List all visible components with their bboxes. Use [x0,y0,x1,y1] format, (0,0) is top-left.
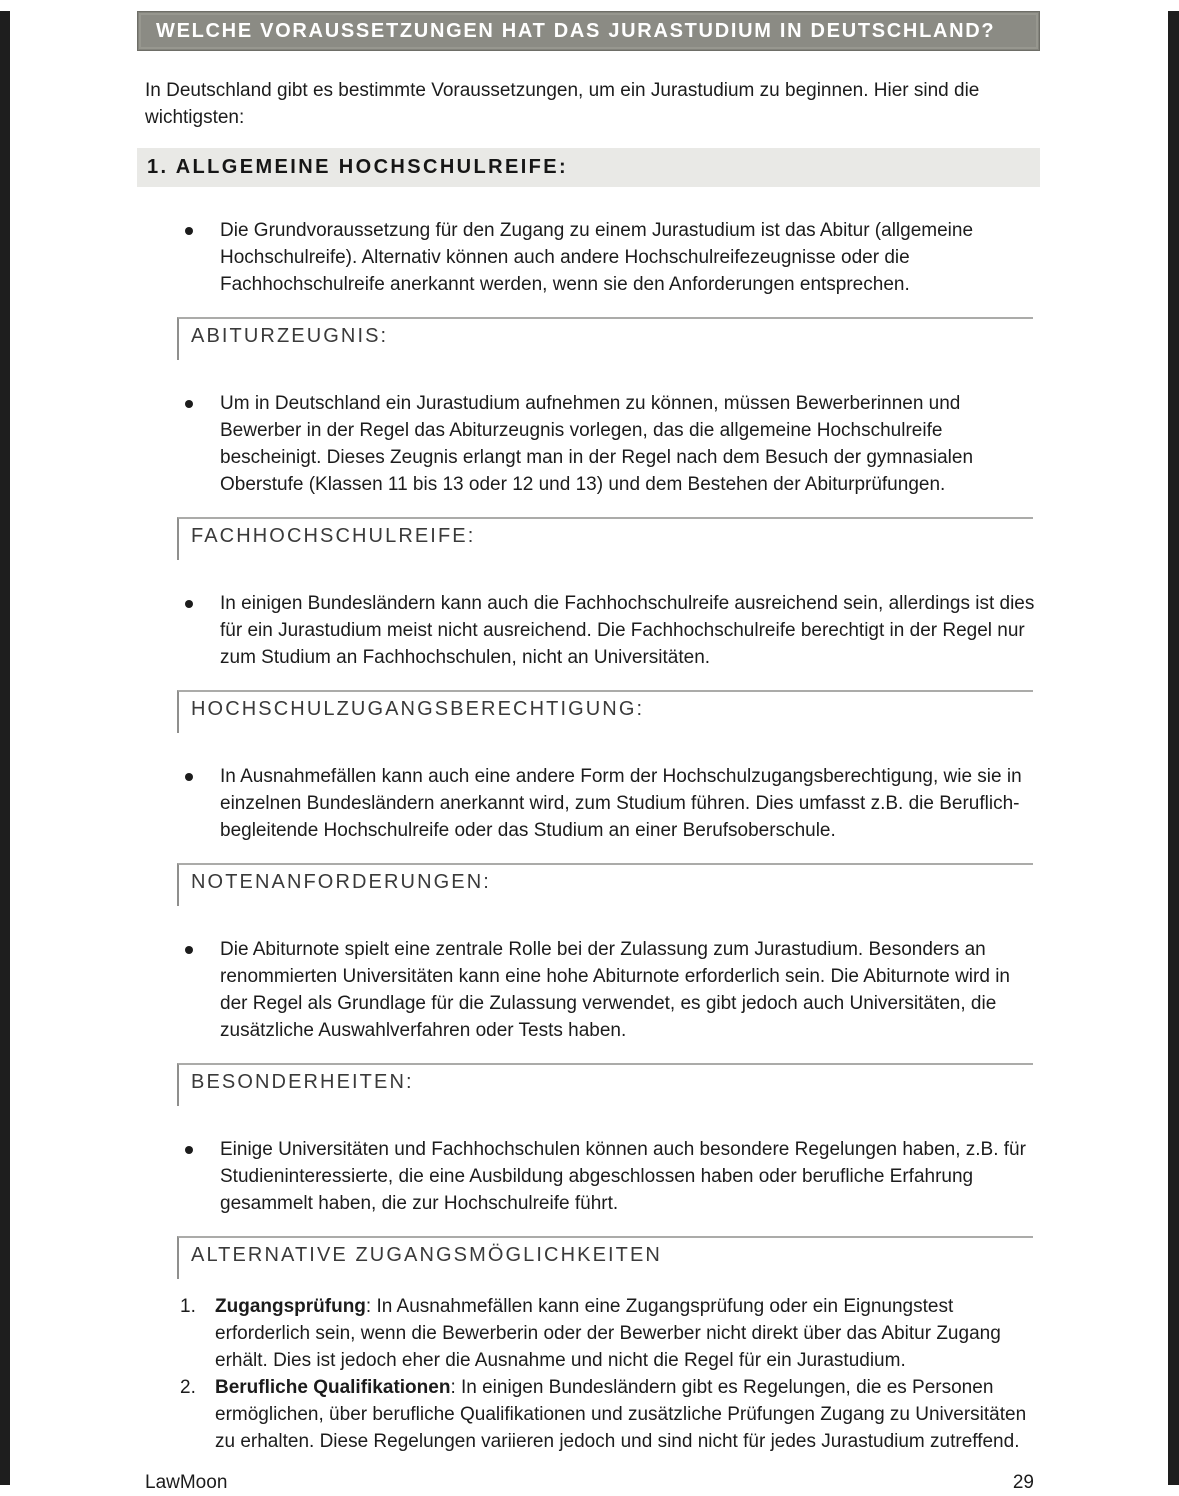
item-number: 1. [180,1296,196,1317]
item-text: : In Ausnahmefällen kann eine Zugangsprüfung oder ein Eignungstest erforderlich sein, wenn die Bewerberin oder der Bewerber nicht direkt über das Abitur Zugang erhält. Dies ist jedoch eher die Ausnahme und nicht die Regel für ein Jurastudium. [215,1296,1001,1371]
document-page [137,11,1040,1496]
bullet-list-fachhochschulreife [137,590,1040,671]
bullet-item: In einigen Bundesländern kann auch die Fachhochschulreife ausreichend sein, allerdings ist dies für ein Jurastudium meist nicht ausreichend. Die Fachhochschulreife berechtigt in der Regel nur zum Studium an Fachhochschulen, nicht an Universitäten. [137,590,1040,671]
bullet-list-besonderheiten [137,1136,1040,1217]
page-title: WELCHE VORAUSSETZUNGEN HAT DAS JURASTUDIUM IN DEUTSCHLAND? [156,19,996,42]
section-heading-allgemeine-hochschulreife: 1. ALLGEMEINE HOCHSCHULREIFE: [137,148,1040,187]
bullet-list-allgemeine-hochschulreife [137,217,1040,298]
bullet-list-notenanforderungen [137,936,1040,1044]
left-edge-bar [0,11,10,1485]
item-term: Zugangsprüfung [215,1296,366,1317]
subheading-besonderheiten: BESONDERHEITEN: [177,1063,1033,1106]
numbered-item [137,1293,1040,1374]
bullet-item: In Ausnahmefällen kann auch eine andere Form der Hochschulzugangsberechtigung, wie sie in einzelnen Bundesländern anerkannt wird, zum Studium führen. Dies umfasst z.B. die Beruflich-begleitende Hochschulreife oder das Studium an einer Berufsoberschule. [137,763,1040,844]
page-title-bar [137,11,1040,51]
item-text: : In einigen Bundesländern gibt es Regelungen, die es Personen ermöglichen, über berufliche Qualifikationen und zusätzliche Prüfungen Zugang zu Universitäten zu erhalten. Diese Regelungen variieren jedoch und sind nicht für jedes Jurastudium zutreffend. [215,1377,1027,1452]
subheading-notenanforderungen: NOTENANFORDERUNGEN: [177,863,1033,906]
subheading-alternative-zugangsmoeglichkeiten: ALTERNATIVE ZUGANGSMÖGLICHKEITEN [177,1236,1033,1279]
subheading-fachhochschulreife: FACHHOCHSCHULREIFE: [177,517,1033,560]
bullet-item: Um in Deutschland ein Jurastudium aufnehmen zu können, müssen Bewerberinnen und Bewerber in der Regel das Abiturzeugnis vorlegen, das die allgemeine Hochschulreife bescheinigt. Dieses Zeugnis erlangt man in der Regel nach dem Besuch der gymnasialen Oberstufe (Klassen 11 bis 13 oder 12 und 13) und dem Bestehen der Abiturprüfungen. [137,390,1040,498]
subheading-hochschulzugangsberechtigung: HOCHSCHULZUGANGSBERECHTIGUNG: [177,690,1033,733]
bullet-item: Die Grundvoraussetzung für den Zugang zu einem Jurastudium ist das Abitur (allgemeine Hochschulreife). Alternativ können auch andere Hochschulreifezeugnisse oder die Fachhochschulreife anerkannt werden, wenn sie den Anforderungen entsprechen. [137,217,1040,298]
item-term: Berufliche Qualifikationen [215,1377,451,1398]
item-number: 2. [180,1377,196,1398]
page-footer [137,1469,1040,1496]
page-number: 29 [1012,1472,1034,1493]
bullet-list-hochschulzugangsberechtigung [137,763,1040,844]
subheading-abiturzeugnis: ABITURZEUGNIS: [177,317,1033,360]
alternative-numbered-list [137,1293,1040,1455]
bullet-item: Die Abiturnote spielt eine zentrale Rolle bei der Zulassung zum Jurastudium. Besonders an renommierten Universitäten kann eine hohe Abiturnote erforderlich sein. Die Abiturnote wird in der Regel als Grundlage für die Zulassung verwendet, es gibt jedoch auch Universitäten, die zusätzliche Auswahlverfahren oder Tests haben. [137,936,1040,1044]
intro-paragraph: In Deutschland gibt es bestimmte Voraussetzungen, um ein Jurastudium zu beginnen. Hier sind die wichtigsten: [145,80,980,128]
bullet-list-abiturzeugnis [137,390,1040,498]
bullet-item: Einige Universitäten und Fachhochschulen können auch besondere Regelungen haben, z.B. für Studieninteressierte, die eine Ausbildung abgeschlossen haben oder berufliche Erfahrung gesammelt haben, die zur Hochschulreife führt. [137,1136,1040,1217]
right-edge-bar [1168,11,1179,1485]
numbered-item [137,1374,1040,1455]
footer-brand: LawMoon [145,1472,228,1493]
